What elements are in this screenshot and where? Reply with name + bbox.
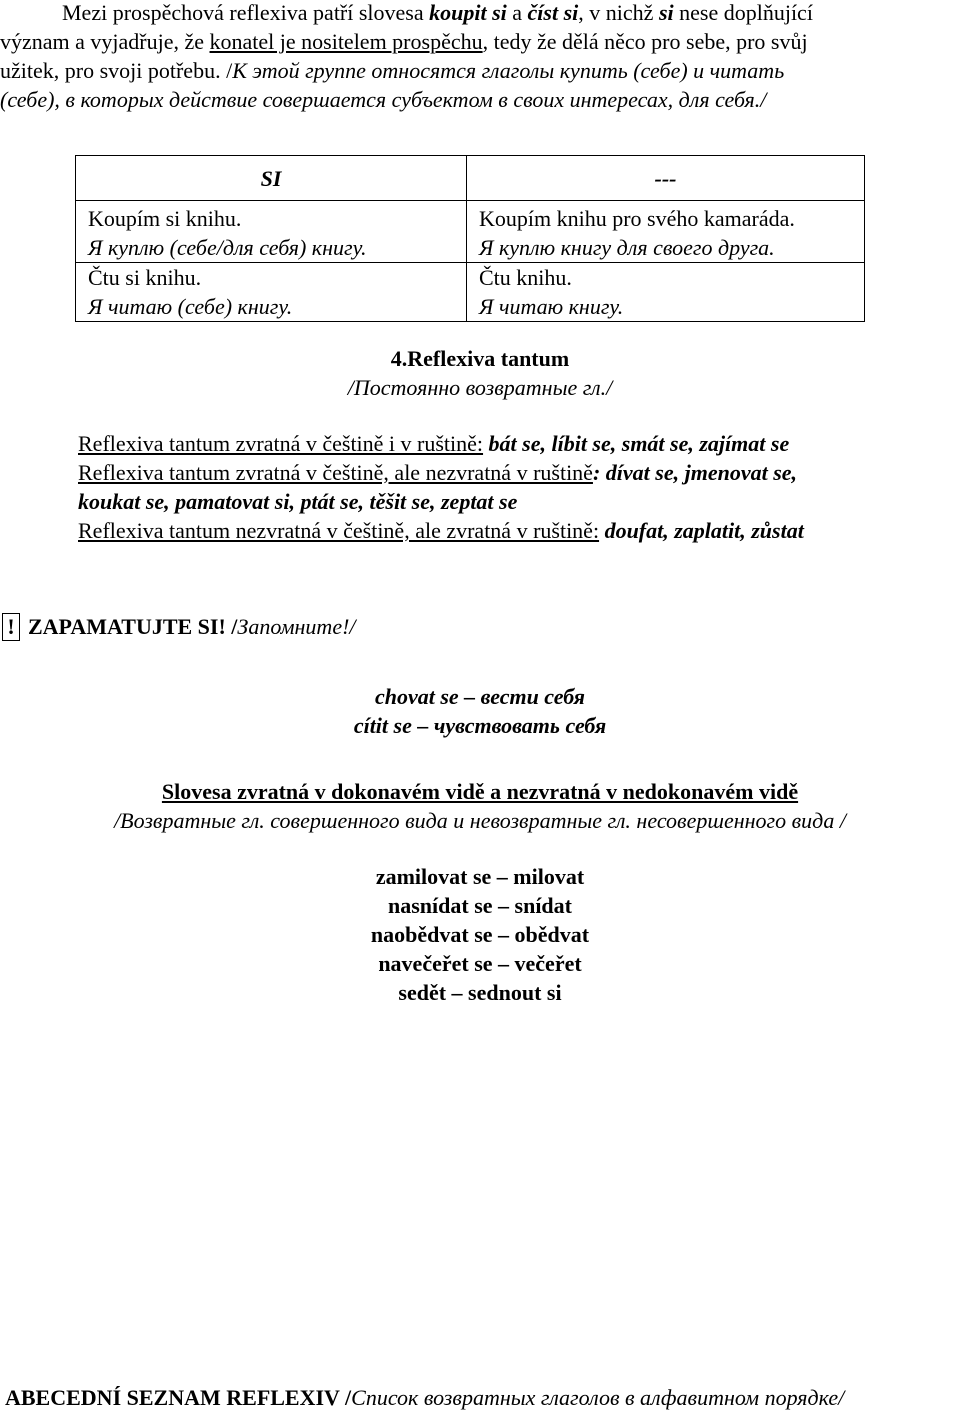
reflexiva-line-2 [78,458,797,487]
text-run: užitek, pro svoji potřebu. / [0,58,233,83]
category-label: Reflexiva tantum zvratná v češtině, ale nezvratná v ruštině [78,460,593,485]
pair-2: cítit se – чувствовать себя [353,713,607,738]
term-si: si [658,0,674,25]
table-row [76,263,865,322]
intro-line-3 [0,56,784,85]
aspect-pair: zamilovat se – milovat [375,864,585,889]
cell-line: Čtu knihu. [479,265,572,290]
header-none: --- [467,156,865,201]
notice-italic: Запомните!/ [237,614,356,639]
verb-list: : dívat se, jmenovat se, [592,460,798,485]
underlined-phrase: konatel je nositelem prospěchu [209,29,483,54]
text-run: , v nichž [578,0,659,25]
reflexiva-line-4 [78,516,804,545]
reflexiva-line-3: koukat se, pamatovat si, ptát se, těšit se, zeptat se [78,489,518,514]
table-header-row [76,156,865,201]
heading-italic: Список возвратных глаголов в алфавитном порядке/ [351,1385,845,1410]
section-subtitle: /Постоянно возвратные гл./ [347,375,613,400]
cell-line: Я читаю (себе) книгу. [88,294,293,319]
text-run: nese doplňující [673,0,813,25]
aspect-pair: sedět – sednout si [398,980,562,1005]
text-run: význam a vyjadřuje, že [0,29,210,54]
aspect-pair: nasnídat se – snídat [387,893,572,918]
term-koupit-si: koupit si [429,0,507,25]
russian-text: К этой группе относятся глаголы купить (себе) и читать [232,58,785,83]
cell-line: Я куплю книгу для своего друга. [479,235,775,260]
reflexiva-line-1 [78,429,789,458]
cell-line: Я читаю книгу. [479,294,624,319]
notice [2,612,356,641]
notice-bold: ZAPAMATUJTE SI! / [28,614,238,639]
verb-list: bát se, líbit se, smát se, zajímat se [483,431,790,456]
table-cell [467,201,865,263]
pair-1: chovat se – вести себя [374,684,586,709]
table-row [76,201,865,263]
aspect-subtitle: /Возвратные гл. совершенного вида и невозвратные гл. несовершенного вида / [114,808,846,833]
si-comparison-table [75,155,865,322]
intro-line-1 [62,0,813,27]
alphabetical-list-heading [5,1383,844,1412]
category-label: Reflexiva tantum zvratná v češtině i v ruštině: [78,431,484,456]
table-cell [76,201,467,263]
verb-list: doufat, zaplatit, zůstat [599,518,804,543]
table-cell [467,263,865,322]
cell-line: Koupím knihu pro svého kamaráda. [479,206,795,231]
cell-line: Koupím si knihu. [88,206,242,231]
aspect-pair: navečeřet se – večeřet [378,951,582,976]
category-label: Reflexiva tantum nezvratná v češtině, ale zvratná v ruštině: [78,518,600,543]
term-cist-si: číst si [527,0,579,25]
cell-line: Я куплю (себе/для себя) книгу. [88,235,367,260]
intro-line-4: (себе), в которых действие совершается субъектом в своих интересах, для себя./ [0,87,767,112]
text-run: a [506,0,528,25]
text-run: , tedy že dělá něco pro sebe, pro svůj [482,29,808,54]
heading-bold: ABECEDNÍ SEZNAM REFLEXIV / [5,1385,352,1410]
table-cell [76,263,467,322]
cell-line: Čtu si knihu. [88,265,202,290]
intro-line-2 [0,27,808,56]
aspect-title: Slovesa zvratná v dokonavém vidě a nezvratná v nedokonavém vidě [161,779,799,804]
header-si: SI [76,156,467,201]
exclamation-box-icon: ! [2,613,20,641]
aspect-pair: naobědvat se – obědvat [370,922,590,947]
section-title: 4.Reflexiva tantum [390,346,570,371]
text-run: Mezi prospěchová reflexiva patří slovesa [62,0,430,25]
